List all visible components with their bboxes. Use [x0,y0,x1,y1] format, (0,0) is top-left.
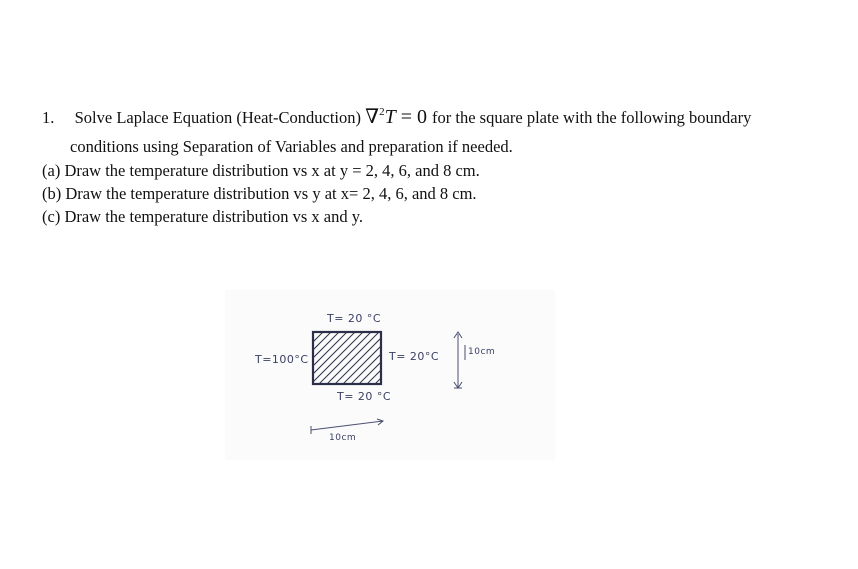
plate-sketch [225,290,555,460]
equation-power: 2 [379,106,385,118]
nabla-symbol: ∇ [365,106,380,128]
part-c [42,207,363,227]
problem-line-1 [42,102,751,128]
problem-intro: Solve Laplace Equation (Heat-Conduction) [74,108,361,127]
left-boundary-label: T=100°C [255,353,309,366]
right-boundary-label: T= 20°C [389,350,440,363]
part-b-text: Draw the temperature distribution vs y at x= 2, 4, 6, and 8 cm. [65,184,477,203]
problem-line-2: conditions using Separation of Variables and preparation if needed. [70,137,513,156]
equation-rhs: = 0 [400,106,427,128]
width-dimension-arrow [311,419,383,434]
part-a [42,161,480,181]
plate-drawing [225,290,555,460]
part-a-text: Draw the temperature distribution vs x at y = 2, 4, 6, and 8 cm. [64,161,480,180]
laplace-equation [365,106,432,128]
top-boundary-label: T= 20 °C [327,312,382,325]
part-a-label: (a) [42,161,61,180]
height-label: 10cm [468,347,496,357]
problem-number: 1. [42,108,55,127]
height-dimension-arrow [454,332,462,388]
width-label: 10cm [329,433,357,443]
problem-intro-after: for the square plate with the following boundary [432,108,752,127]
part-b-label: (b) [42,184,62,203]
part-b [42,184,477,204]
part-c-label: (c) [42,207,61,226]
bottom-boundary-label: T= 20 °C [337,390,392,403]
problem-statement [0,0,858,240]
part-c-text: Draw the temperature distribution vs x and y. [64,207,364,226]
equation-variable: T [384,106,396,128]
